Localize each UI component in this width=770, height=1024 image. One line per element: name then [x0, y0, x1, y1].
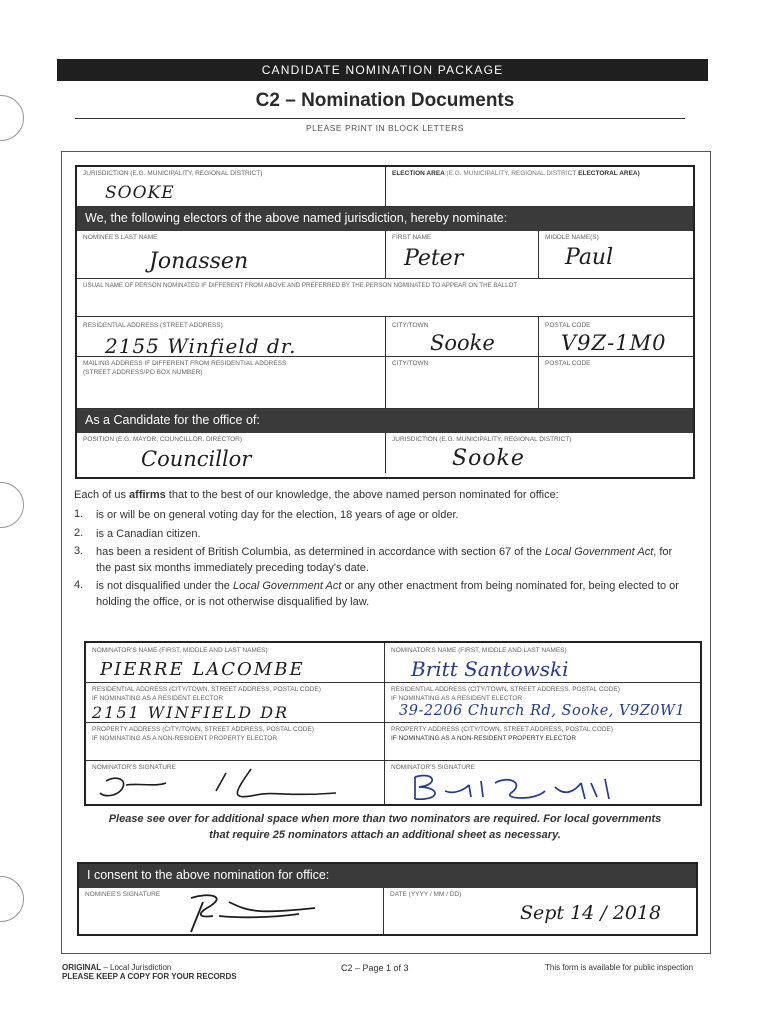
residential-address-field[interactable]: RESIDENTIAL ADDRESS (STREET ADDRESS) 2155 Winfield dr.: [77, 317, 386, 357]
jurisdiction-field[interactable]: JURISDICTION (E.G. MUNICIPALITY, REGIONAL DISTRICT) SOOKE: [77, 167, 386, 207]
nominators-section: [84, 641, 702, 806]
position-value: Councillor: [141, 447, 252, 471]
nominee-middle-name-field[interactable]: MIDDLE NAME(S) Paul: [539, 231, 693, 279]
affirmation-item-age: is or will be on general voting day for the election, 18 years of age or older.: [96, 509, 459, 521]
public-inspection-note: This form is available for public inspection: [545, 963, 694, 972]
office-jurisdiction-field[interactable]: JURISDICTION (E.G. MUNICIPALITY, REGIONAL DISTRICT) Sooke: [392, 436, 572, 471]
package-banner: CANDIDATE NOMINATION PACKAGE: [57, 59, 708, 81]
nominator-1-signature-field[interactable]: NOMINATOR'S SIGNATURE: [86, 761, 385, 804]
consent-date-field[interactable]: DATE (YYYY / MM / DD) Sept 14 / 2018: [390, 891, 662, 924]
title-divider: [75, 118, 685, 119]
affirmation-item-citizen: is a Canadian citizen.: [96, 528, 201, 540]
residential-city-field[interactable]: CITY/TOWN Sooke: [386, 317, 539, 357]
nominee-section: [75, 165, 695, 479]
nominator-2-signature-mark: [385, 761, 700, 804]
mailing-postal-field[interactable]: POSTAL CODE: [539, 357, 693, 409]
residential-postal-value: V9Z-1M0: [561, 331, 667, 355]
affirmation-item-number: 3.: [74, 545, 84, 557]
nominator-2-signature-field[interactable]: NOMINATOR'S SIGNATURE: [385, 761, 700, 804]
residential-postal-field[interactable]: POSTAL CODE V9Z-1M0: [539, 317, 693, 357]
nominator-1-signature-mark: [86, 761, 385, 804]
affirmation-item-disqualification: is not disqualified under the Local Government Act or any other enactment from being nominated for, being elected to or holding the office, or is not otherwise disqualified by law.: [96, 580, 679, 608]
election-area-field[interactable]: ELECTION AREA (E.G. MUNICIPALITY, REGIONAL DISTRICT ELECTORAL AREA): [386, 167, 693, 207]
nominator-1-name-field[interactable]: NOMINATOR'S NAME (FIRST, MIDDLE AND LAST NAMES) PIERRE LACOMBE: [86, 643, 385, 683]
usual-name-field[interactable]: USUAL NAME OF PERSON NOMINATED IF DIFFERENT FROM ABOVE AND PREFERRED BY THE PERSON NOMINATED TO APPEAR ON THE BALLOT: [77, 279, 693, 317]
nominee-first-name-field[interactable]: FIRST NAME Peter: [386, 231, 539, 279]
consent-section: [77, 862, 698, 936]
nominate-heading: We, the following electors of the above named jurisdiction, hereby nominate:: [77, 207, 693, 231]
additional-nominators-note: Please see over for additional space when more than two nominators are required. For local governments that require 25 nominators attach an additional sheet as necessary.: [108, 813, 662, 841]
nominee-first-name: Peter: [404, 246, 464, 271]
nominator-1-property-field[interactable]: PROPERTY ADDRESS (CITY/TOWN, STREET ADDRESS, POSTAL CODE) IF NOMINATING AS A NON-RESIDENT PROPERTY ELECTOR: [86, 723, 385, 761]
page-number: C2 – Page 1 of 3: [341, 963, 409, 973]
residential-address-value: 2155 Winfield dr.: [105, 334, 297, 358]
affirmation-item-number: 2.: [74, 527, 84, 539]
affirmation-item-number: 4.: [74, 579, 84, 591]
nominator-2-property-field[interactable]: PROPERTY ADDRESS (CITY/TOWN, STREET ADDRESS, POSTAL CODE) IF NOMINATING AS A NON-RESIDENT PROPERTY ELECTOR: [385, 723, 700, 761]
consent-date-value: Sept 14 / 2018: [520, 902, 662, 924]
nominee-last-name: Jonassen: [149, 249, 249, 274]
nominee-middle-name: Paul: [565, 245, 614, 270]
consent-heading: I consent to the above nomination for office:: [79, 864, 696, 888]
affirmation-item-number: 1.: [74, 508, 84, 520]
nominator-2-address: 39-2206 Church Rd, Sooke, V9Z0W1: [399, 703, 686, 719]
nominator-2-name-field[interactable]: NOMINATOR'S NAME (FIRST, MIDDLE AND LAST NAMES) Britt Santowski: [385, 643, 700, 683]
position-field[interactable]: POSITION (E.G. MAYOR, COUNCILLOR, DIRECTOR) Councillor: [77, 433, 386, 473]
nominator-1-address: 2151 WINFIELD DR: [92, 703, 290, 722]
print-instruction: PLEASE PRINT IN BLOCK LETTERS: [306, 123, 464, 133]
jurisdiction-value: SOOKE: [105, 183, 175, 203]
nominator-1-residential-field[interactable]: RESIDENTIAL ADDRESS (CITY/TOWN, STREET ADDRESS, POSTAL CODE) IF NOMINATING AS A RESIDENT ELECTOR 2151 WINFIELD DR: [86, 683, 385, 723]
nominee-signature-field[interactable]: NOMINEE'S SIGNATURE: [79, 888, 384, 934]
nominator-1-name: PIERRE LACOMBE: [100, 659, 305, 680]
affirmation-item-residency: has been a resident of British Columbia, as determined in accordance with section 67 of the Local Government Act, for the past six months immediately preceding today's date.: [96, 546, 673, 574]
page-title: C2 – Nomination Documents: [255, 90, 515, 111]
nominee-last-name-field[interactable]: NOMINEE'S LAST NAME Jonassen: [77, 231, 386, 279]
candidate-office-heading: As a Candidate for the office of:: [77, 409, 693, 433]
residential-city-value: Sooke: [430, 331, 495, 355]
mailing-address-field[interactable]: MAILING ADDRESS IF DIFFERENT FROM RESIDENTIAL ADDRESS (STREET ADDRESS/PO BOX NUMBER): [77, 357, 386, 409]
office-jurisdiction-value: Sooke: [452, 446, 525, 471]
nominator-2-residential-field[interactable]: RESIDENTIAL ADDRESS (CITY/TOWN, STREET ADDRESS, POSTAL CODE) IF NOMINATING AS A RESIDENT ELECTOR 39-2206 Church Rd, Sooke, V9Z0W1: [385, 683, 700, 723]
nominee-signature-mark: [79, 888, 384, 934]
affirmation-intro: Each of us affirms that to the best of our knowledge, the above named person nominated for office:: [74, 489, 559, 501]
binder-hole-middle: [0, 482, 24, 528]
nominator-2-name: Britt Santowski: [411, 657, 569, 681]
binder-hole-bottom: [0, 876, 24, 922]
footer-copy-note: ORIGINAL – Local Jurisdiction PLEASE KEEP A COPY FOR YOUR RECORDS: [62, 963, 237, 981]
mailing-city-field[interactable]: CITY/TOWN: [386, 357, 539, 409]
